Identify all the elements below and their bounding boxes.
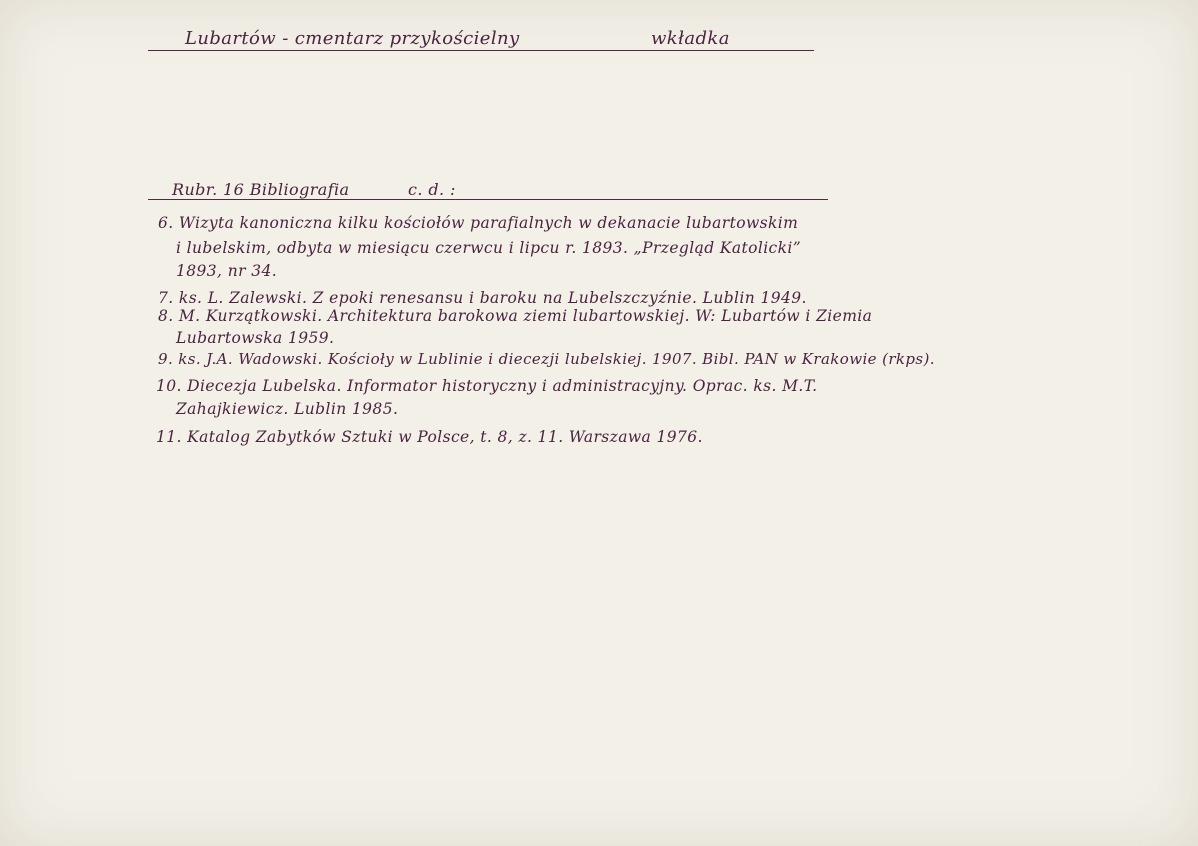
- entry-10-line-2: Zahajkiewicz. Lublin 1985.: [176, 400, 399, 418]
- entry-11: 11. Katalog Zabytków Sztuki w Polsce, t. 8, z. 11. Warszawa 1976.: [156, 428, 703, 446]
- entry-10-line-1: 10. Diecezja Lubelska. Informator historyczny i administracyjny. Oprac. ks. M.T.: [156, 377, 818, 395]
- entry-9: 9. ks. J.A. Wadowski. Kościoły w Lublinie i diecezji lubelskiej. 1907. Bibl. PAN w Krakowie (rkps).: [158, 350, 935, 368]
- section-heading: Rubr. 16 Bibliografia: [172, 180, 350, 199]
- section-continued: c. d. :: [408, 180, 456, 199]
- insert-tag: wkładka: [651, 28, 730, 49]
- card-title: Lubartów - cmentarz przykościelny: [185, 28, 520, 49]
- entry-6-line-1: 6. Wizyta kanoniczna kilku kościołów parafialnych w dekanacie lubartowskim: [158, 214, 799, 232]
- entry-8-line-1: 8. M. Kurzątkowski. Architektura barokowa ziemi lubartowskiej. W: Lubartów i Ziemia: [158, 307, 873, 325]
- header-underline: [148, 50, 814, 51]
- section-underline: [148, 199, 828, 200]
- entry-7: 7. ks. L. Zalewski. Z epoki renesansu i baroku na Lubelszczyźnie. Lublin 1949.: [158, 289, 807, 307]
- entry-8-line-2: Lubartowska 1959.: [176, 329, 335, 347]
- entry-6-line-3: 1893, nr 34.: [176, 262, 278, 280]
- entry-6-line-2: i lubelskim, odbyta w miesiącu czerwcu i lipcu r. 1893. „Przegląd Katolicki”: [176, 239, 802, 257]
